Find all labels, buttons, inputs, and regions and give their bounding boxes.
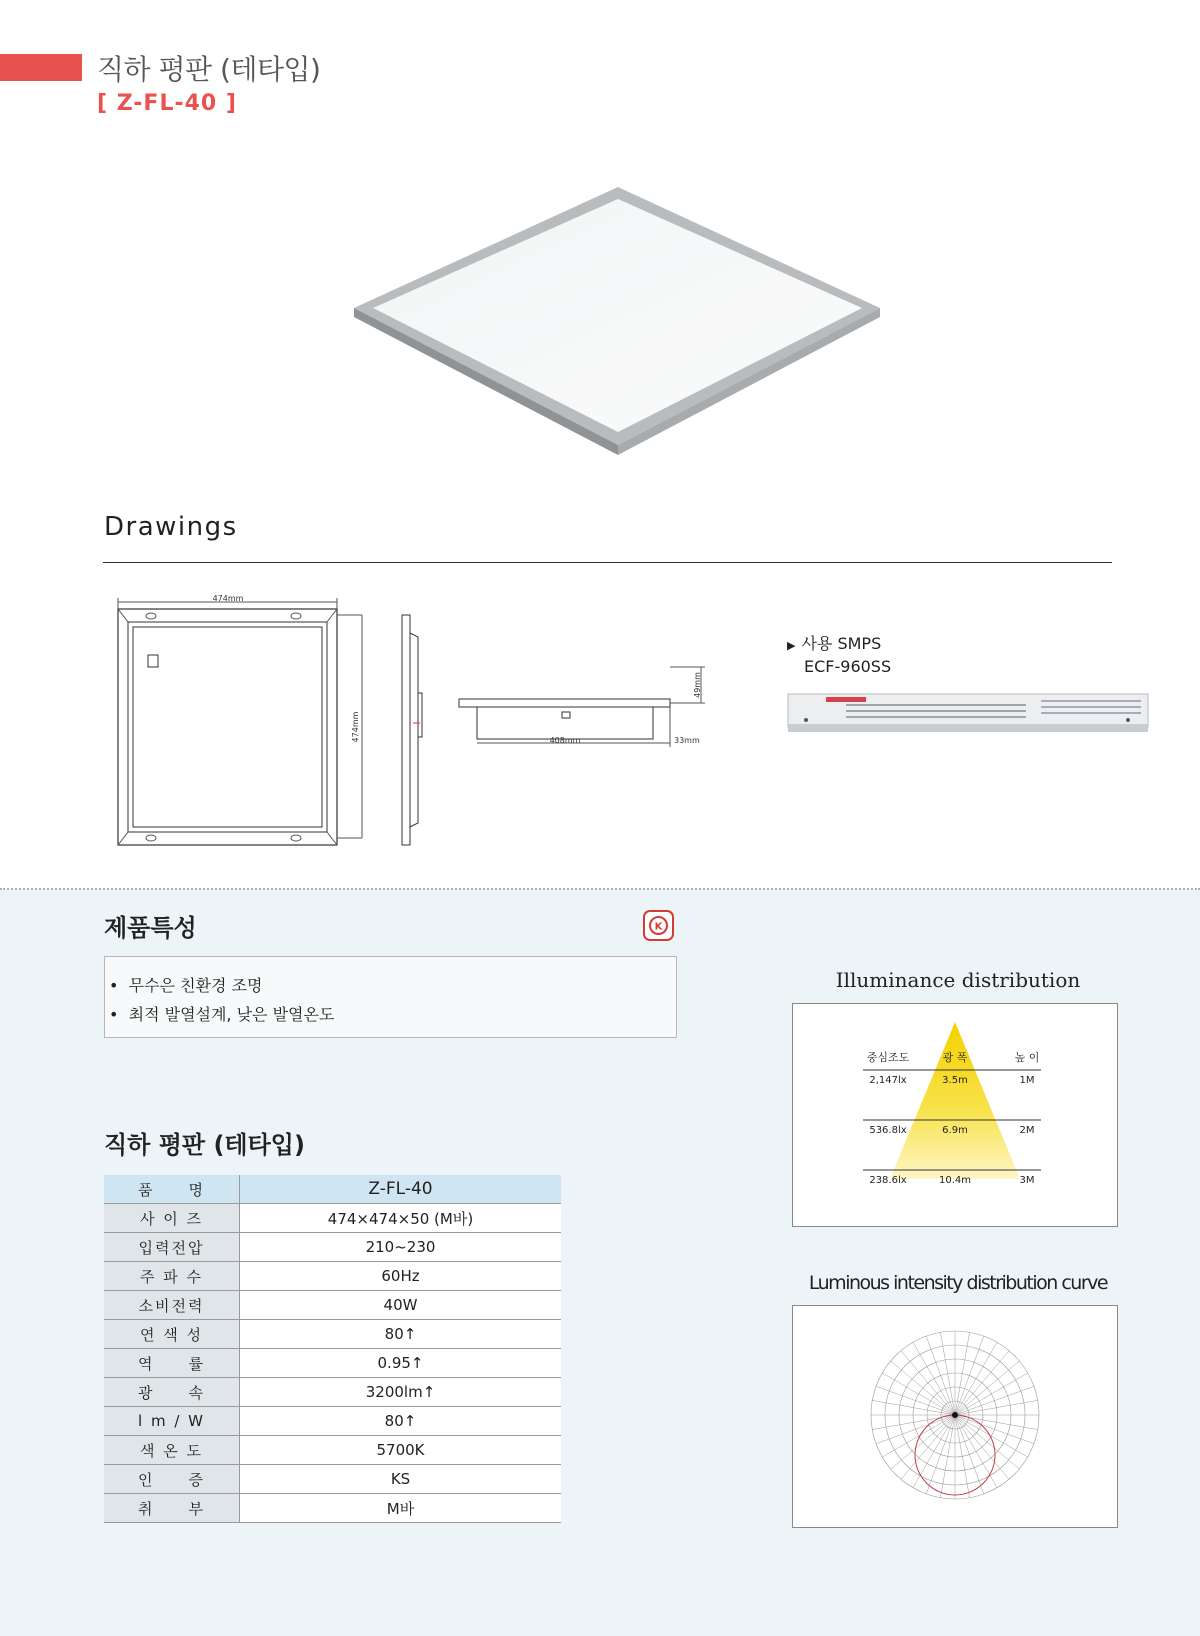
- table-row: 역 률 0.95↑: [104, 1349, 561, 1378]
- table-row: 취 부 M바: [104, 1494, 561, 1523]
- dim-depth-label: 49mm: [693, 672, 702, 698]
- luminous-heading: Luminous intensity distribution curve: [808, 1272, 1108, 1294]
- table-row: 색 온 도 5700K: [104, 1436, 561, 1465]
- lux-3m: 238.6lx: [869, 1175, 907, 1186]
- dim-height-label: 474mm: [351, 711, 360, 743]
- features-list: [104, 956, 677, 1038]
- table-row: 광 속 3200lm↑: [104, 1378, 561, 1407]
- illuminance-diagram: [792, 1003, 1118, 1227]
- dim-side-label: 33mm: [674, 736, 700, 745]
- smps-image: [786, 688, 1150, 736]
- height-3m: 3M: [1019, 1175, 1035, 1186]
- width-1m: 3.5m: [942, 1075, 968, 1086]
- luminous-diagram: [792, 1305, 1118, 1528]
- lux-2m: 536.8lx: [869, 1125, 907, 1136]
- title-accent-bar: [0, 54, 82, 81]
- ks-mark-icon: [643, 910, 674, 941]
- spec-table: [104, 1175, 561, 1523]
- triangle-bullet-icon: ▶: [787, 639, 796, 652]
- spec-heading: 직하 평판 (테타입): [104, 1131, 305, 1159]
- product-image: [350, 185, 885, 455]
- width-3m: 10.4m: [938, 1175, 972, 1186]
- list-item: • 최적 발열설계, 낮은 발열온도: [109, 1005, 335, 1024]
- page-title: 직하 평판 (테타입): [97, 53, 321, 86]
- table-row: 인 증 KS: [104, 1465, 561, 1494]
- table-row: l m / W 80↑: [104, 1407, 561, 1436]
- col-height-label: 높 이: [1014, 1051, 1040, 1064]
- polar-chart: [793, 1306, 1117, 1527]
- table-row: 연 색 성 80↑: [104, 1320, 561, 1349]
- illuminance-heading: Illuminance distribution: [835, 968, 1081, 992]
- divider: [103, 562, 1112, 563]
- table-row: 품 명 Z-FL-40: [104, 1175, 561, 1204]
- model-code: [ Z-FL-40 ]: [97, 91, 237, 116]
- dim-width-label: 474mm: [212, 595, 244, 603]
- smps-label: ▶ 사용 SMPS ECF-960SS: [787, 634, 892, 676]
- smps-model: ECF-960SS: [804, 657, 892, 676]
- table-row: 주 파 수 60Hz: [104, 1262, 561, 1291]
- table-row: 소비전력 40W: [104, 1291, 561, 1320]
- light-cone: [890, 1022, 1020, 1179]
- col-center-label: 중심조도: [866, 1051, 910, 1064]
- width-2m: 6.9m: [942, 1125, 968, 1136]
- polar-center: [952, 1412, 958, 1418]
- features-heading: 제품특성: [104, 914, 197, 942]
- col-width-label: 광 폭: [942, 1051, 968, 1064]
- height-1m: 1M: [1019, 1075, 1035, 1086]
- table-row: 사 이 즈 474×474×50 (M바): [104, 1204, 561, 1233]
- height-2m: 2M: [1019, 1125, 1035, 1136]
- svg-text:K: K: [654, 921, 663, 933]
- table-row: 입력전압 210~230: [104, 1233, 561, 1262]
- list-item: • 무수은 친환경 조명: [109, 976, 263, 995]
- drawings-heading: Drawings: [104, 512, 238, 542]
- dim-inner-label: 408mm: [549, 736, 581, 745]
- lux-1m: 2,147lx: [869, 1075, 907, 1086]
- technical-drawing: [110, 595, 750, 855]
